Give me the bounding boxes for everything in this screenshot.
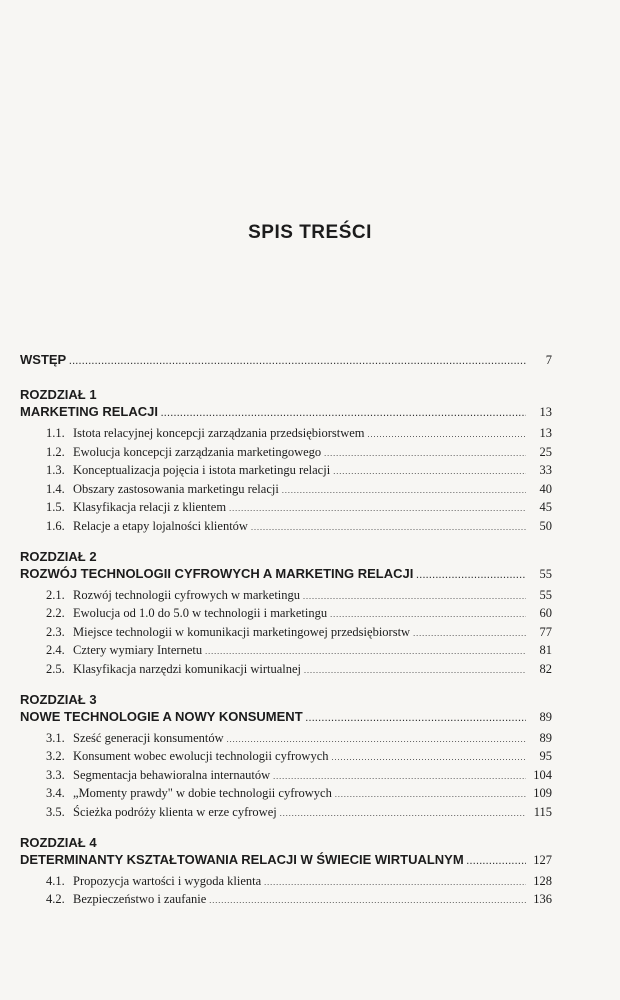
page-number: 40	[539, 481, 552, 496]
section-title: Ewolucja koncepcji zarządzania marketingowego	[73, 444, 322, 459]
chapter-title: MARKETING RELACJI	[20, 404, 158, 419]
page-number: 89	[539, 709, 552, 724]
page-title: SPIS TREŚCI	[248, 222, 372, 243]
chapter-3	[20, 691, 552, 822]
page-number: 13	[539, 426, 552, 440]
section-title: Ścieżka podróży klienta w erze cyfrowej	[73, 804, 277, 819]
page-number: 7	[545, 353, 552, 367]
section-number: 3.5.	[46, 804, 65, 819]
page-number: 13	[539, 405, 552, 419]
section-number: 3.3.	[46, 767, 65, 782]
chapter-4	[20, 834, 552, 909]
toc-section-entry	[20, 586, 552, 605]
page-number: 127	[533, 852, 552, 867]
dot-leader	[333, 463, 526, 482]
section-number: 1.1.	[46, 426, 65, 440]
toc-section-entry	[20, 803, 552, 822]
chapter-title: DETERMINANTY KSZTAŁTOWANIA RELACJI W ŚWIECIE WIRTUALNYM	[20, 851, 464, 867]
toc-section-entry	[20, 480, 552, 499]
toc-section-entry	[20, 729, 552, 748]
dot-leader	[161, 409, 526, 418]
dot-leader	[229, 500, 526, 519]
section-title: Miejsce technologii w komunikacji marketingowej przedsiębiorstw	[73, 624, 411, 639]
toc-section-entry	[20, 872, 552, 891]
page-number: 60	[539, 606, 552, 621]
dot-leader	[467, 857, 526, 866]
section-title: Istota relacyjnej koncepcji zarządzania przedsiębiorstwem	[73, 426, 365, 440]
dot-leader	[324, 445, 526, 464]
dot-leader	[304, 662, 526, 681]
page-number: 25	[539, 444, 552, 459]
dot-leader	[332, 749, 527, 768]
page-number: 50	[539, 518, 552, 533]
chapter-title-entry	[20, 566, 552, 586]
section-number: 1.2.	[46, 444, 65, 459]
page-number: 136	[533, 892, 552, 907]
toc-section-entry	[20, 641, 552, 660]
chapter-2	[20, 548, 552, 679]
section-number: 1.6.	[46, 518, 65, 533]
section-title: Sześć generacji konsumentów	[73, 730, 224, 745]
dot-leader	[306, 714, 526, 723]
chapter-label: ROZDZIAŁ 2	[20, 548, 97, 564]
table-of-contents	[20, 352, 552, 909]
section-title: Klasyfikacja narzędzi komunikacji wirtualnej	[73, 661, 302, 676]
page-number: 81	[539, 643, 552, 658]
section-title: Segmentacja behawioralna internautów	[73, 767, 271, 782]
section-number: 2.4.	[46, 643, 65, 658]
dot-leader	[251, 519, 526, 538]
toc-intro-entry	[20, 352, 552, 374]
chapter-label: ROZDZIAŁ 3	[20, 691, 97, 707]
page-number: 104	[533, 767, 552, 782]
section-title: Rozwój technologii cyfrowych w marketingu	[73, 587, 301, 602]
section-number: 3.4.	[46, 786, 65, 801]
page-number: 33	[539, 463, 552, 478]
toc-section-entry	[20, 766, 552, 785]
section-number: 2.3.	[46, 624, 65, 639]
section-title: Konsument wobec ewolucji technologii cyfrowych	[73, 749, 329, 764]
toc-section-entry	[20, 443, 552, 462]
chapter-title: NOWE TECHNOLOGIE A NOWY KONSUMENT	[20, 708, 303, 724]
page-number: 89	[539, 730, 552, 745]
toc-section-entry	[20, 890, 552, 909]
dot-leader	[413, 625, 526, 644]
chapter-title-entry	[20, 709, 552, 729]
section-number: 3.2.	[46, 749, 65, 764]
toc-section-entry	[20, 517, 552, 536]
section-number: 4.1.	[46, 873, 65, 888]
section-title: Konceptualizacja pojęcia i istota marketingu relacji	[73, 463, 331, 478]
toc-section-entry	[20, 784, 552, 803]
dot-leader	[303, 588, 526, 607]
section-number: 1.4.	[46, 481, 65, 496]
section-title: Obszary zastosowania marketingu relacji	[73, 481, 279, 496]
toc-section-entry	[20, 424, 552, 443]
section-number: 1.3.	[46, 463, 65, 478]
dot-leader	[368, 426, 526, 445]
section-title: Propozycja wartości i wygoda klienta	[73, 873, 262, 888]
section-title: Cztery wymiary Internetu	[73, 643, 203, 658]
chapter-title-entry	[20, 852, 552, 872]
toc-section-entry	[20, 604, 552, 623]
intro-title: WSTĘP	[20, 352, 67, 367]
section-number: 2.1.	[46, 587, 65, 602]
section-number: 2.2.	[46, 606, 65, 621]
dot-leader	[209, 892, 526, 911]
dot-leader	[280, 805, 526, 824]
page-number: 109	[533, 786, 552, 801]
section-title: Relacje a etapy lojalności klientów	[73, 518, 248, 533]
page-number: 82	[539, 661, 552, 676]
dot-leader	[282, 482, 526, 501]
toc-section-entry	[20, 623, 552, 642]
section-title: Bezpieczeństwo i zaufanie	[73, 892, 207, 907]
page-number: 45	[539, 500, 552, 515]
toc-section-entry	[20, 461, 552, 480]
chapter-label: ROZDZIAŁ 4	[20, 834, 97, 850]
toc-section-entry	[20, 747, 552, 766]
dot-leader	[335, 786, 526, 805]
section-title: Klasyfikacja relacji z klientem	[73, 500, 227, 515]
dot-leader	[69, 357, 526, 366]
page-number: 77	[539, 624, 552, 639]
section-number: 1.5.	[46, 500, 65, 515]
section-number: 2.5.	[46, 661, 65, 676]
section-title: „Momenty prawdy" w dobie technologii cyfrowych	[73, 786, 332, 801]
toc-section-entry	[20, 498, 552, 517]
section-number: 4.2.	[46, 892, 65, 907]
dot-leader	[264, 874, 526, 893]
page-number: 55	[539, 566, 552, 581]
page-number: 115	[533, 804, 552, 819]
chapter-label: ROZDZIAŁ 1	[20, 387, 97, 402]
section-number: 3.1.	[46, 730, 65, 745]
section-title: Ewolucja od 1.0 do 5.0 w technologii i marketingu	[73, 606, 328, 621]
chapter-1	[20, 386, 552, 536]
page-number: 128	[533, 873, 552, 888]
chapter-title: ROZWÓJ TECHNOLOGII CYFROWYCH A MARKETING RELACJI	[20, 565, 414, 581]
toc-section-entry	[20, 660, 552, 679]
page-number: 55	[539, 587, 552, 602]
chapter-title-entry	[20, 404, 552, 424]
dot-leader	[416, 571, 526, 580]
page-number: 95	[539, 749, 552, 764]
